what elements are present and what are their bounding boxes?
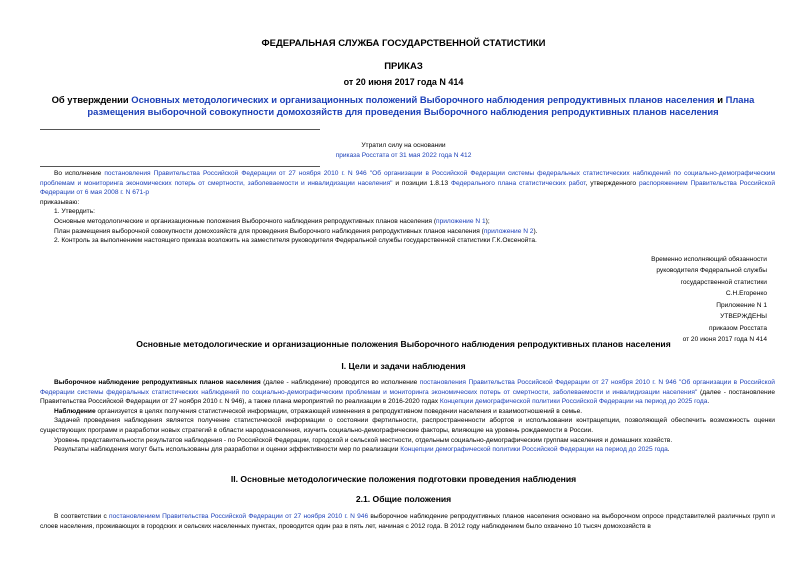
agency-name: ФЕДЕРАЛЬНАЯ СЛУЖБА ГОСУДАРСТВЕННОЙ СТАТИСТИКИ <box>261 38 546 49</box>
section-2-paragraph: В соответствии с постановлением Правительства Российской Федерации от 27 ноября 2010 г. N 946 выборочное наблюдение репродуктивных планов населения основано на выборочном опросе представителей различных групп и слоев населения, проживающих в городских и сельских населенных пунктах, проводится один раз в пять лет, начиная с 2012 года. В 2012 году наблюдением было охвачено 10 тысяч домохозяйств в <box>40 513 775 530</box>
appendix-2-link[interactable]: приложение N 2 <box>483 227 534 235</box>
divider <box>40 129 320 130</box>
appendix-block: Приложение N 1 УТВЕРЖДЕНЫ приказом Росстата от 20 июня 2017 года N 414 <box>682 302 767 344</box>
decree-946-link[interactable]: постановлением Правительства Российской Федерации от 27 ноября 2010 г. N 946 <box>109 513 369 520</box>
section-1-paragraph: Задачей проведения наблюдения является получение статистической информации о состоянии фертильности, распространенности абортов и использовании контрацепции, позволяющей обеспечить возможность оценки существующих программ и разработки новых стратегий в области народонаселения, изучить социально-демографические факторы, влияющие на уровень рождаемости в России. <box>40 417 775 434</box>
section-1-paragraph: Наблюдение организуется в целях получения статистической информации, отражающей изменения в репродуктивном поведении населения и взаимоотношений в семье. <box>54 407 583 415</box>
section-1-paragraph: Результаты наблюдения могут быть использованы для разработки и оценки эффективности мер по реализации Концепции демографической политики Российской Федерации на период до 2025 года. <box>54 446 670 454</box>
title-link-methodology[interactable]: Основных методологических и организационных положений Выборочного наблюдения репродуктивных планов населения <box>131 94 715 105</box>
section-1-paragraph: Уровень представительности результатов наблюдения - по Российской Федерации, городской и сельской местности, отдельным социально-демографическим группам населения и домашних хозяйств. <box>54 436 673 444</box>
decree-946-link[interactable]: постановления Правительства Российской Федерации от 27 ноября 2010 г. N 946 "Об организации в Российской Федерации системы федеральных статистических наблюдений по социально-демографическим проблемам и мониторинга экономических потерь от смертности, заболеваемости и инвалидизации населения" <box>40 379 775 396</box>
repeal-order-link[interactable]: приказа Росстата от 31 мая 2022 года N 412 <box>335 151 472 159</box>
divider <box>40 166 320 167</box>
doc-title: Об утверждении Основных методологических и организационных положений Выборочного наблюдения репродуктивных планов населения и Плана размещения выборочной совокупности домохозяйств для проведения Выборочного наблюдения репродуктивных планов населения <box>51 94 755 117</box>
section-1-paragraph: Выборочное наблюдение репродуктивных планов населения (далее - наблюдение) проводится во исполнение постановления Правительства Российской Федерации от 27 ноября 2010 г. N 946 "Об организации в Российской Федерации системы федеральных статистических наблюдений по социально-демографическим проблемам и мониторинга экономических потерь от смертности, заболеваемости и инвалидизации населения" (далее - постановление Правительства Российской Федерации от 27 ноября 2010 г. N 946), а также плана мероприятий по реализации в 2016-2020 годах Концепции демографической политики Российской Федерации на период до 2025 года. <box>40 379 775 406</box>
section-1-body <box>40 378 775 455</box>
item-1: 1. Утвердить: <box>54 208 95 216</box>
order-671-link[interactable]: распоряжением Правительства Российской Федерации от 6 мая 2008 г. N 671-р <box>40 179 776 197</box>
section-2-body <box>40 512 775 531</box>
preamble <box>40 169 775 246</box>
demography-concept-link[interactable]: Концепции демографической политики Российской Федерации на период до 2025 года <box>439 398 708 406</box>
appendix-1-link[interactable]: приложение N 1 <box>436 217 486 225</box>
doc-type: ПРИКАЗ <box>384 61 423 72</box>
order-word: приказываю: <box>40 198 80 206</box>
section-2-1-title: 2.1. Общие положения <box>355 494 452 504</box>
item-2: 2. Контроль за выполнением настоящего приказа возложить на заместителя руководителя Федеральной службы государственной статистики Г.К.Оксенойта. <box>54 237 537 245</box>
section-1-title: I. Цели и задачи наблюдения <box>341 361 466 371</box>
federal-plan-link[interactable]: Федерального плана статистических работ <box>451 179 586 187</box>
item-1b: План размещения выборочной совокупности домохозяйств для проведения Выборочного наблюдения репродуктивных планов населения (приложение N 2). <box>54 227 538 235</box>
title-link-sample-plan[interactable]: Плана размещения выборочной совокупности домохозяйств для проведения Выборочного наблюдения репродуктивных планов населения <box>87 94 755 117</box>
doc-date-number: от 20 июня 2017 года N 414 <box>343 77 464 87</box>
item-1a: Основные методологические и организационные положения Выборочного наблюдения репродуктивных планов населения (приложение N 1); <box>54 217 490 225</box>
preamble-paragraph: Во исполнение постановления Правительства Российской Федерации от 27 ноября 2010 г. N 946 "Об организации в Российской Федерации системы федеральных статистических наблюдений по социально-демографическим проблемам и мониторинга экономических потерь от смертности, заболеваемости и инвалидизации населения" и позиции 1.8.13 Федерального плана статистических работ, утвержденного распоряжением Правительства Российской Федерации от 6 мая 2008 г. N 671-р <box>40 170 776 197</box>
section-2-title: II. Основные методологические положения подготовки проведения наблюдения <box>230 474 577 484</box>
status-note: Утратил силу на основании приказа Росстата от 31 мая 2022 года N 412 <box>335 142 472 159</box>
demography-concept-link[interactable]: Концепции демографической политики Российской Федерации на период до 2025 года <box>400 446 668 454</box>
signature-block: Временно исполняющий обязанности руководителя Федеральной службы государственной статистики С.Н.Егоренко <box>651 256 767 298</box>
decree-946-link[interactable]: постановления Правительства Российской Федерации от 27 ноября 2010 г. N 946 "Об организации в Российской Федерации системы федеральных статистических наблюдений по социально-демографическим проблемам и мониторинга экономических потерь от смертности, заболеваемости и инвалидизации населения" <box>40 170 775 187</box>
main-title: Основные методологические и организационные положения Выборочного наблюдения репродуктивных планов населения <box>136 339 671 349</box>
